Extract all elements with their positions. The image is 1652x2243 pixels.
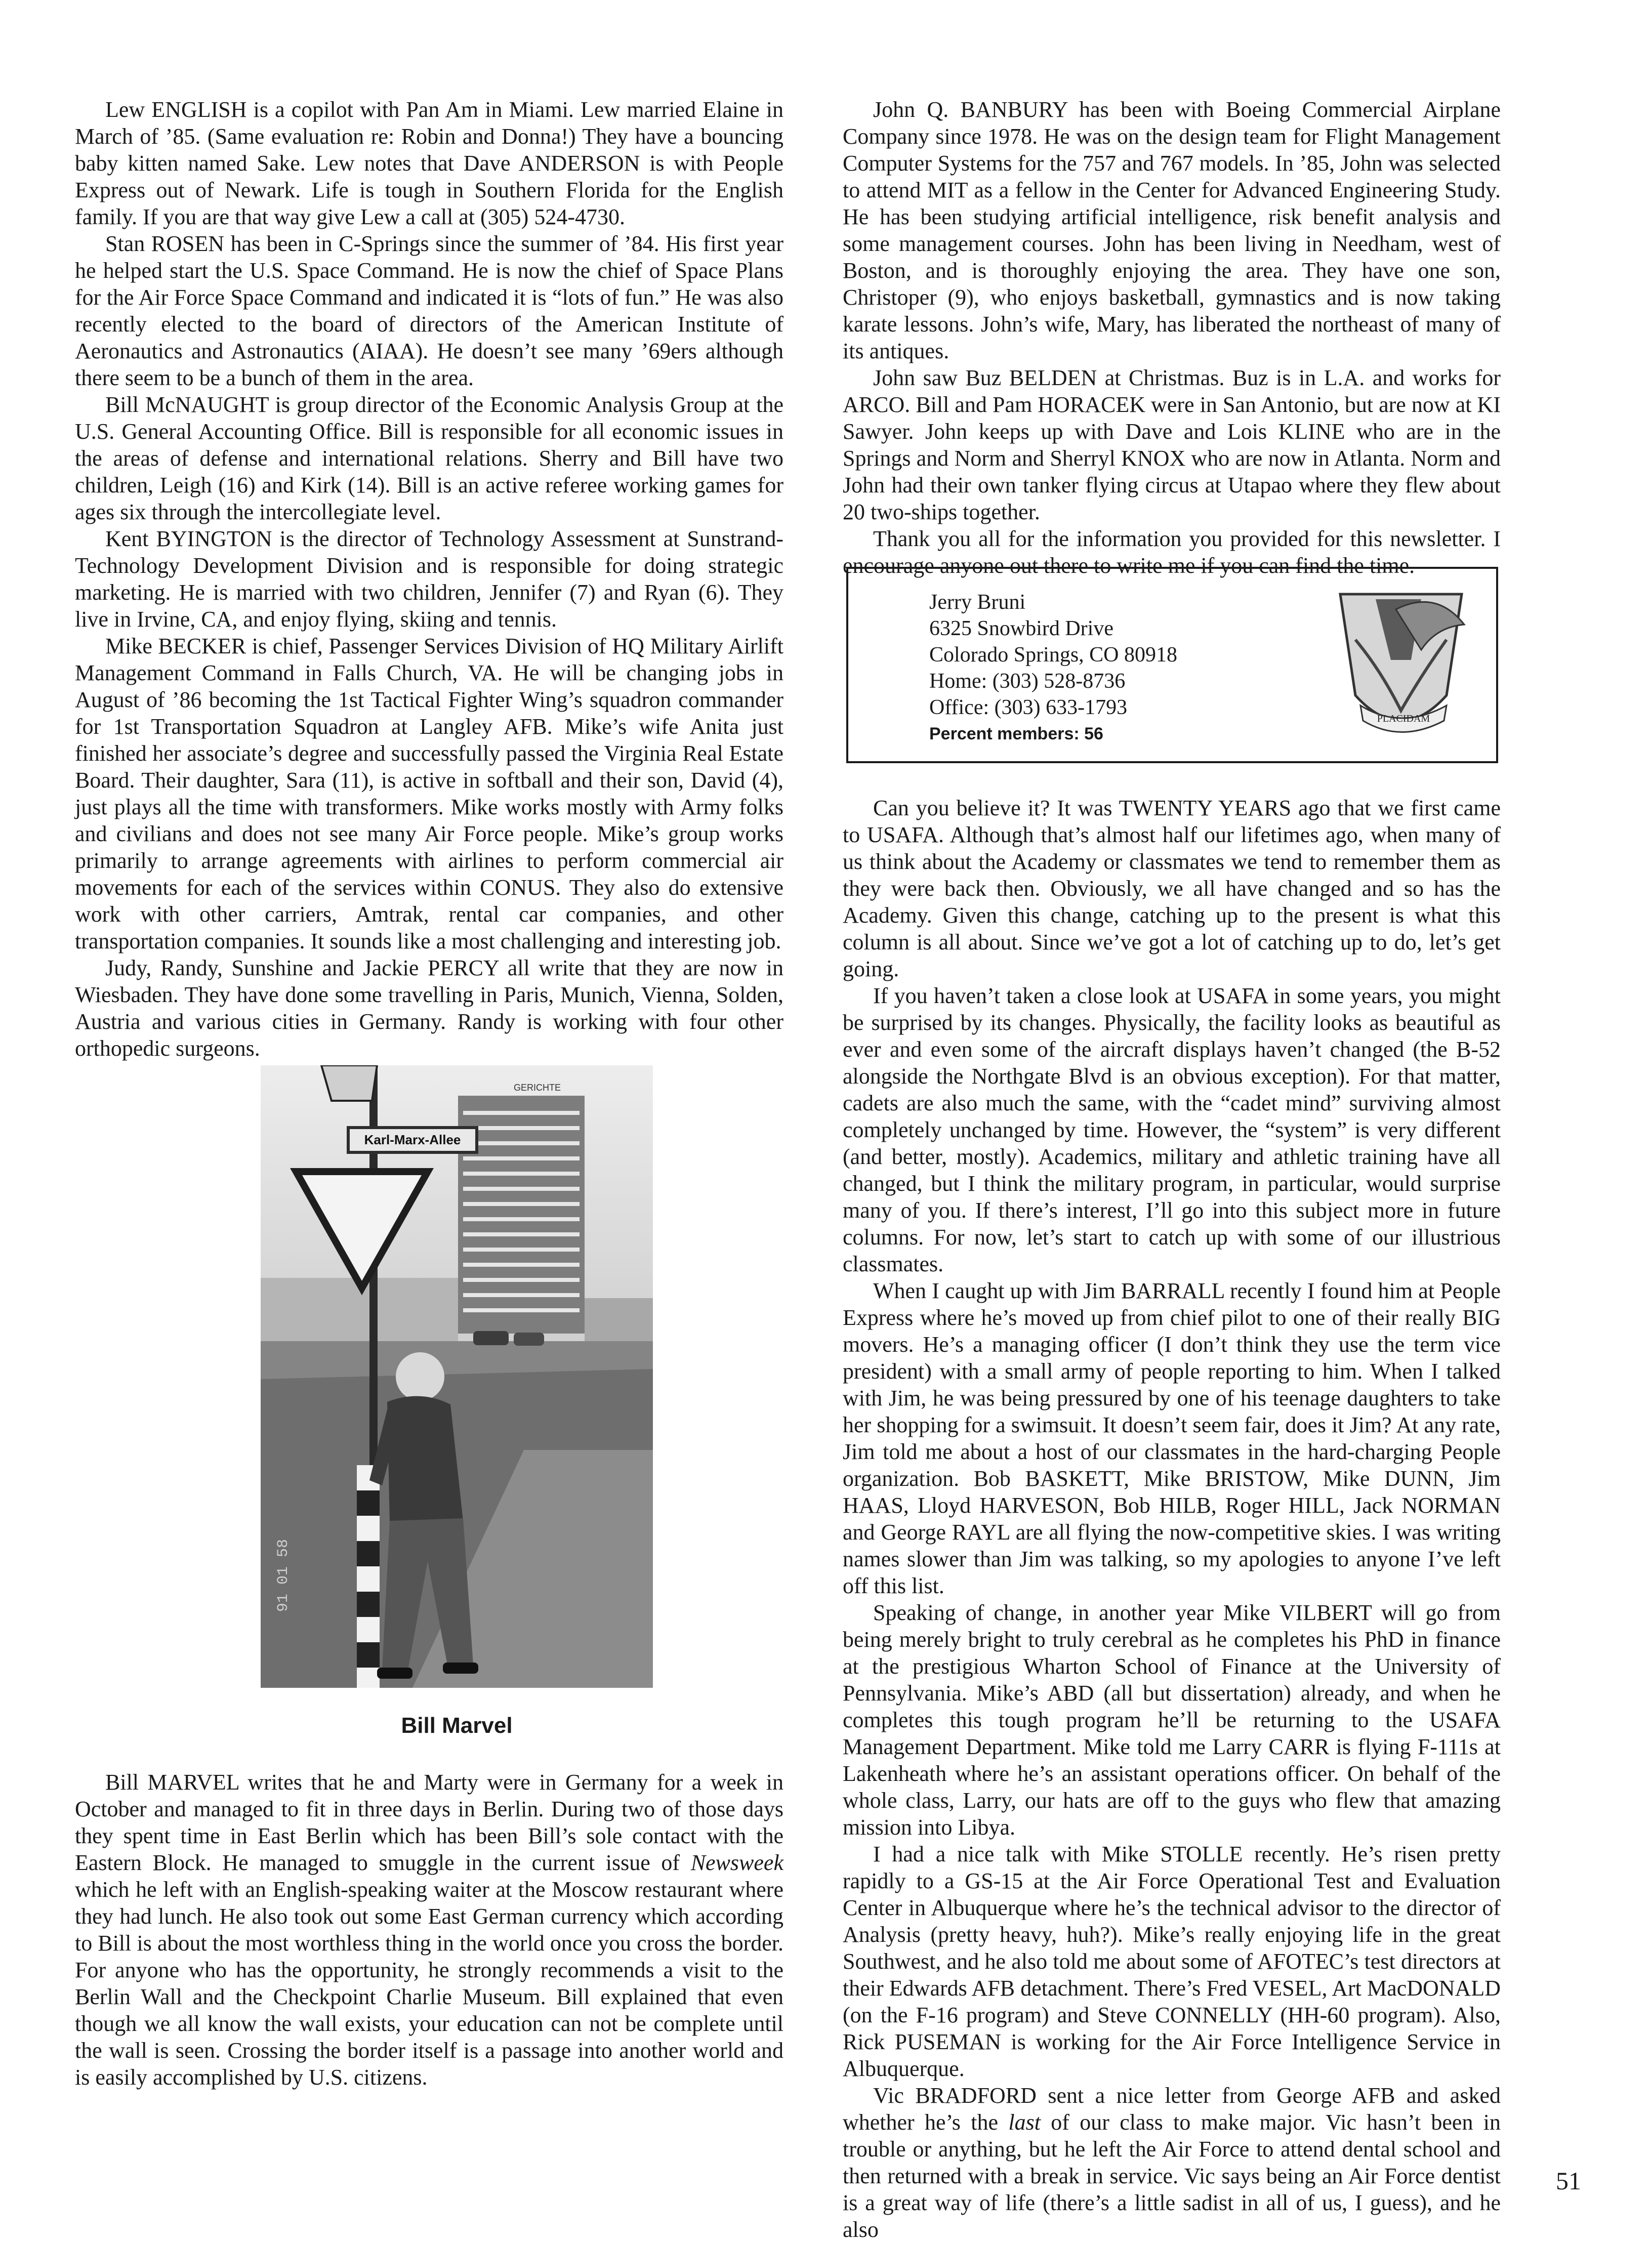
- class-crest-icon: [1320, 579, 1482, 751]
- marvel-text-a: Bill MARVEL writes that he and Marty were in Germany for a week in October and managed to fit in three days in Berlin. During two of those days they spent time in East Berlin which has been Bill’s sole contact with the Eastern Block. He managed to smuggle in the current issue of: [75, 1770, 783, 1875]
- bill-marvel-photo: [261, 1065, 653, 1688]
- paragraph-belden: John saw Buz BELDEN at Christmas. Buz is in L.A. and works for ARCO. Bill and Pam HORACEK were in San Antonio, but are now at KI Sawyer. John keeps up with Dave and Lois KLINE who are in the Springs and Norm and Sherryl KNOX who are now in Atlanta. Norm and John had their own tanker flying circus at Utapao where they flew about 20 two-ships together.: [843, 365, 1501, 524]
- striped-bollard: [357, 1465, 380, 1688]
- newsweek-title: Newsweek: [690, 1850, 783, 1875]
- paragraph-rosen: Stan ROSEN has been in C-Springs since the summer of ’84. His first year he helped start the U.S. Space Command. He is now the chief of Space Plans for the Air Force Space Command and indicated it is “lots of fun.” He was also recently elected to the board of directors of the American Institute of Aeronautics and Astronautics (AIAA). He doesn’t see many ’69ers although there seem to be a bunch of them in the area.: [75, 231, 783, 390]
- bradford-text-b: of our class to make major. Vic hasn’t been in trouble or anything, but he left the Air Force to attend dental school and then returned with a break in service. Vic says being an Air Force dentist is a great way of life (there’s a little sadist in all of us, I guess), and he also: [843, 2110, 1501, 2242]
- contact-name: Jerry Bruni: [929, 591, 1026, 614]
- marvel-column-text: [75, 1769, 783, 2091]
- right-column-text: [843, 96, 1501, 579]
- apartment-building: [458, 1083, 585, 1334]
- contact-city: Colorado Springs, CO 80918: [929, 643, 1178, 667]
- percent-members: Percent members: 56: [929, 724, 1103, 743]
- date-stamp: 91 01 58: [275, 1539, 292, 1612]
- correspondent-contact-box: [846, 567, 1498, 763]
- street-scene-image: [261, 1065, 653, 1688]
- street-sign-text: Karl-Marx-Allee: [364, 1132, 461, 1147]
- bradford-text-a: Vic BRADFORD sent a nice letter from George AFB and asked whether he’s the: [843, 2083, 1501, 2135]
- paragraph-barrall: When I caught up with Jim BARRALL recently I found him at People Express where he’s moved up from chief pilot to one of their really BIG movers. He’s a managing officer (I don’t think they use the term vice president) with a small army of people reporting to him. When I talked with Jim, he was being pressured by one of his teenage daughters to take her shopping for a swimsuit. It doesn’t seem fair, does it Jim? At any rate, Jim told me about a host of our classmates in the hard-charging People organization. Bob BASKETT, Mike BRISTOW, Mike DUNN, Jim HAAS, Lloyd HARVESON, Bob HILB, Roger HILL, Jack NORMAN and George RAYL are all flying the now-competitive skies. I was writing names slower than Jim was talking, so my apologies to anyone I’ve left off this list.: [843, 1278, 1501, 1598]
- paragraph-stolle: I had a nice talk with Mike STOLLE recently. He’s risen pretty rapidly to a GS-15 at the Air Force Operational Test and Evaluation Center in Albuquerque where he’s the technical advisor to the director of Analysis (pretty heavy, huh?). Mike’s really enjoying life in the great Southwest, and he also told me about some of AFOTEC’s test directors at their Edwards AFB detachment. There’s Fred VESEL, Art MacDONALD (on the F-16 program) and Steve CONNELLY (HH-60 program). Also, Rick PUSEMAN is working for the Air Force Intelligence Service in Albuquerque.: [843, 1842, 1501, 2081]
- bradford-emphasis: last: [1008, 2110, 1041, 2135]
- building-sign: GERICHTE: [514, 1083, 561, 1093]
- paragraph-usafa-changes: If you haven’t taken a close look at USAFA in some years, you might be surprised by its changes. Physically, the facility looks as beautiful as ever and even some of the aircraft displays haven’t changed (the B-52 alongside the Northgate Blvd is an obvious exception). For that matter, cadets are also much the same, with the “cadet mind” surviving almost completely unchanged by time. However, the “system” is very different (and better, mostly). Academics, military and athletic training have all changed, but I think the military program, in particular, would surprise many of you. If there’s interest, I’ll go into this subject more in future columns. For now, let’s start to catch up with some of our illustrious classmates.: [843, 983, 1501, 1276]
- paragraph-becker: Mike BECKER is chief, Passenger Services Division of HQ Military Airlift Management Command in Falls Church, VA. He will be changing jobs in August of ’86 becoming the 1st Tactical Fighter Wing’s squadron commander for 1st Transportation Squadron at Langley AFB. Mike’s wife Anita just finished her associate’s degree and successfully passed the Virginia Real Estate Board. Their daughter, Sara (11), is active in softball and their son, David (4), just plays all the time with transformers. Mike works mostly with Army folks and civilians and does not see many Air Force people. Mike’s group works primarily to arrange agreements with airlines to perform commercial air movements for each of the services within CONUS. They also do extensive work with other carriers, Amtrak, rental car companies, and other transportation companies. It sounds like a most challenging and interesting job.: [75, 634, 783, 953]
- contact-office-phone: Office: (303) 633-1793: [929, 696, 1128, 719]
- paragraph-percy: Judy, Randy, Sunshine and Jackie PERCY all write that they are now in Wiesbaden. They have done some travelling in Paris, Munich, Vienna, Solden, Austria and various cities in Germany. Randy is working with four other orthopedic surgeons.: [75, 956, 783, 1061]
- contact-street: 6325 Snowbird Drive: [929, 617, 1113, 640]
- crest-motto: PLACIDAM: [1377, 713, 1430, 724]
- paragraph-vilbert: Speaking of change, in another year Mike VILBERT will go from being merely bright to truly cerebral as he completes his PhD in finance at the prestigious Wharton School of Finance at the University of Pennsylvania. Mike’s ABD (all but dissertation) already, and when he completes this tough program he’ll be returning to the USAFA Management Department. Mike told me Larry CARR is flying F-111s at Lakenheath where he’s an assistant operations officer. On behalf of the whole class, Larry, our hats are off to the guys who flew that amazing mission into Libya.: [843, 1600, 1501, 1840]
- bruni-column-text: [843, 795, 1501, 2243]
- paragraph-bradford: [843, 2082, 1501, 2243]
- paragraph-byington: Kent BYINGTON is the director of Technology Assessment at Sunstrand-Technology Development Division and is responsible for doing strategic marketing. He is married with two children, Jennifer (7) and Ryan (6). They live in Irvine, CA, and enjoy flying, skiing and tennis.: [75, 526, 783, 632]
- marvel-text-b: which he left with an English-speaking waiter at the Moscow restaurant where they had lunch. He also took out some East German currency which according to Bill is about the most worthless thing in the world once you cross the border. For anyone who has the opportunity, he strongly recommends a visit to the Berlin Wall and the Checkpoint Charlie Museum. Bill explained that even though we all know the wall exists, your education can not be complete until the wall is seen. Crossing the border itself is a passage into another world and is easily accomplished by U.S. citizens.: [75, 1877, 783, 2090]
- paragraph-thanks: Thank you all for the information you provided for this newsletter. I encourage anyone out there to write me if you can find the time.: [843, 526, 1501, 578]
- paragraph-english: Lew ENGLISH is a copilot with Pan Am in Miami. Lew married Elaine in March of ’85. (Same evaluation re: Robin and Donna!) They have a bouncing baby kitten named Sake. Lew notes that Dave ANDERSON is with People Express out of Newark. Life is tough in Southern Florida for the English family. If you are that way give Lew a call at (305) 524-4730.: [75, 97, 783, 229]
- paragraph-marvel: [75, 1769, 783, 2091]
- photo-caption: Bill Marvel: [401, 1713, 513, 1738]
- left-column-text: [75, 96, 783, 1062]
- contact-home-phone: Home: (303) 528-8736: [929, 670, 1126, 693]
- contact-details: [929, 589, 1177, 747]
- paragraph-twenty-years: Can you believe it? It was TWENTY YEARS ago that we first came to USAFA. Although that’s almost half our lifetimes ago, when many of us think about the Academy or classmates we tend to remember them as they were back then. Obviously, we all have changed and so has the Academy. Given this change, catching up to the present is what this column is all about. Since we’ve got a lot of catching up to do, let’s get going.: [843, 796, 1501, 981]
- paragraph-banbury: John Q. BANBURY has been with Boeing Commercial Airplane Company since 1978. He was on the design team for Flight Management Computer Systems for the 757 and 767 models. In ’85, John was selected to attend MIT as a fellow in the Center for Advanced Engineering Study. He has been studying artificial intelligence, risk benefit analysis and some management courses. John has been living in Needham, west of Boston, and is thoroughly enjoying the area. They have one son, Christoper (9), who enjoys basketball, gymnastics and is now taking karate lessons. John’s wife, Mary, has liberated the northeast of many of its antiques.: [843, 97, 1501, 363]
- page-number: 51: [1556, 2167, 1581, 2195]
- paragraph-mcnaught: Bill McNAUGHT is group director of the Economic Analysis Group at the U.S. General Accounting Office. Bill is responsible for all economic issues in the areas of defense and international relations. Sherry and Bill have two children, Leigh (16) and Kirk (14). Bill is an active referee working games for ages six through the intercollegiate level.: [75, 392, 783, 524]
